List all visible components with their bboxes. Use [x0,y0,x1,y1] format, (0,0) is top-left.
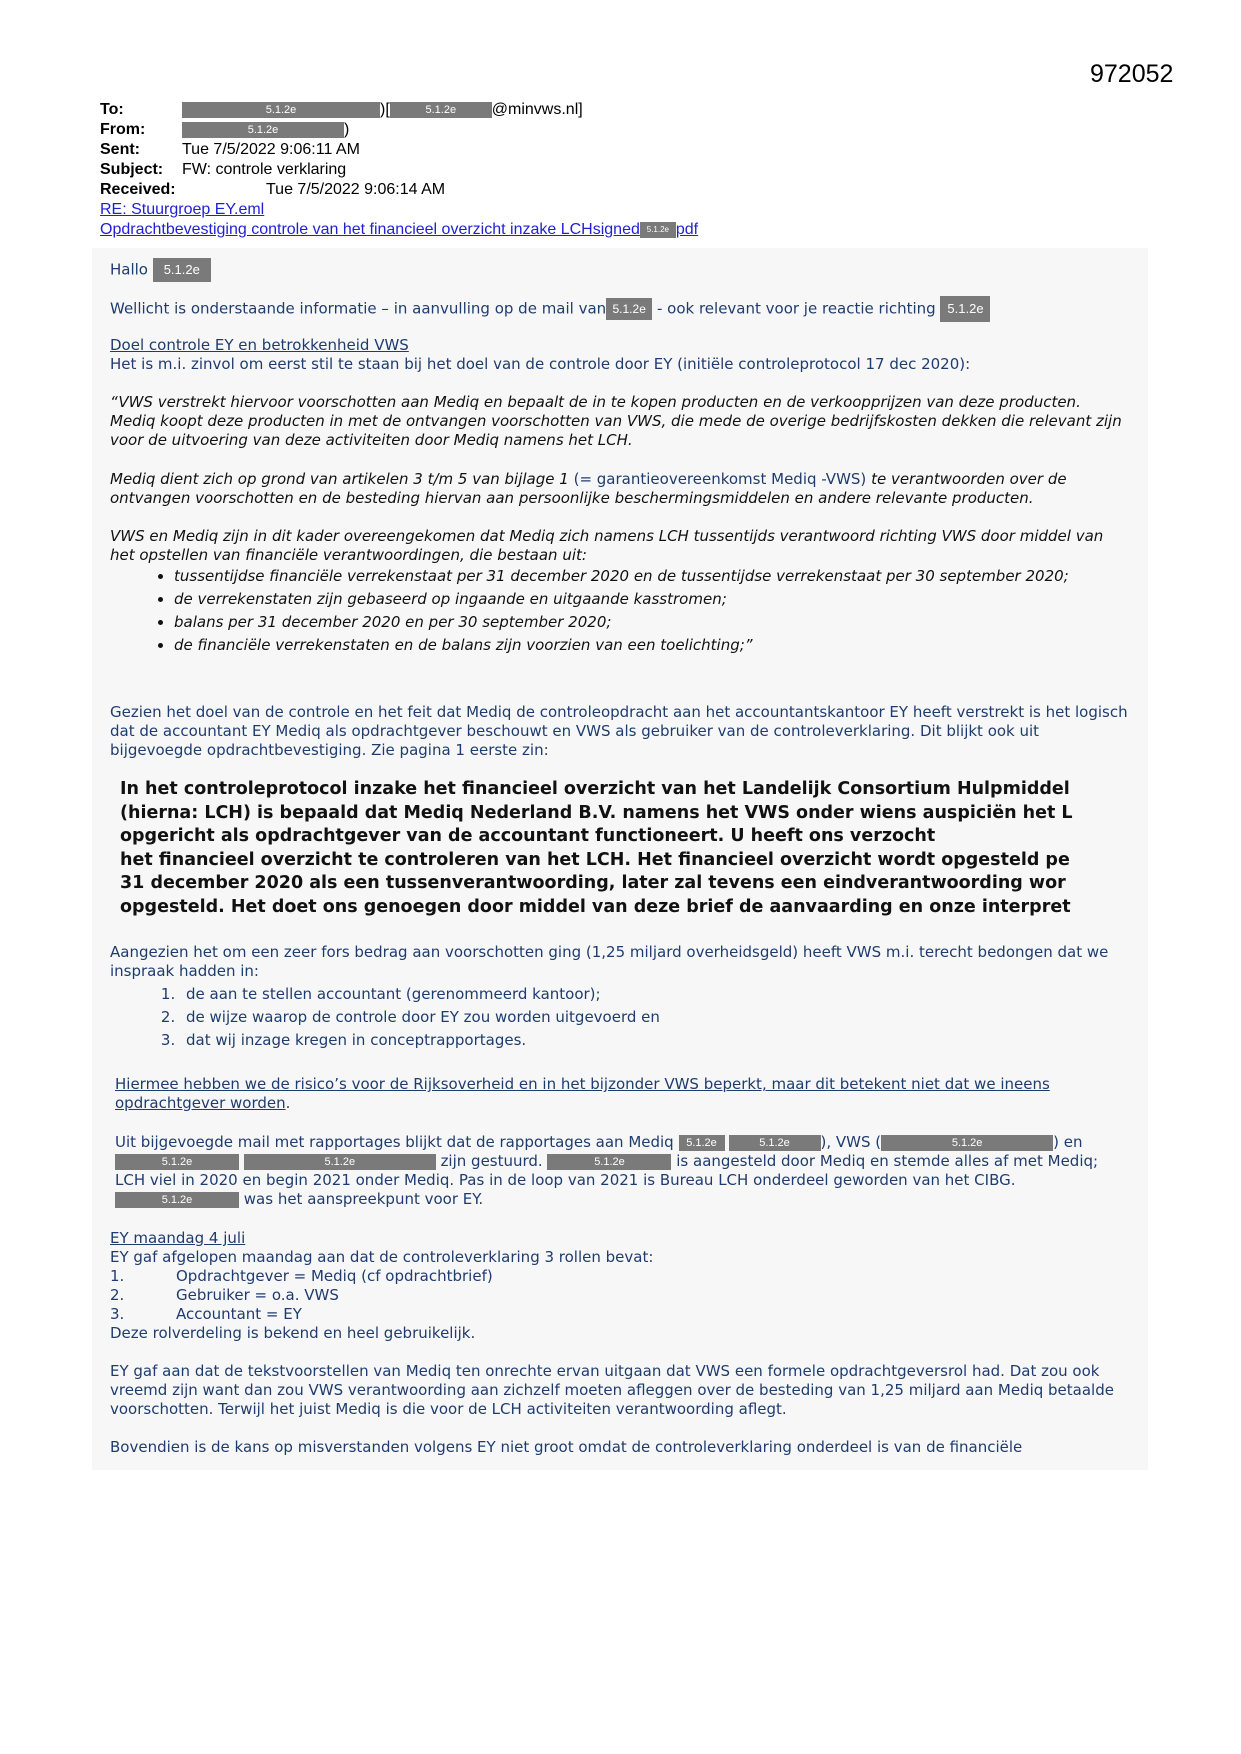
redaction-box: 5.1.2e [940,296,990,322]
attachment-link-eml[interactable]: RE: Stuurgroep EY.eml [100,201,265,218]
excerpt-line: het financieel overzicht te controleren van het LCH. Het financieel overzicht wordt opgesteld pe [120,849,1070,870]
excerpt-line: (hierna: LCH) is bepaald dat Mediq Nederland B.V. namens het VWS onder wiens auspiciën het L [120,802,1073,823]
from-value: 5.1.2e ) [182,120,349,140]
paragraph-risico: Hiermee hebben we de risico’s voor de Rijksoverheid en in het bijzonder VWS beperkt, maar dit betekent niet dat we ineens opdrachtgever worden. [115,1075,1050,1112]
excerpt-line: opgericht als opdrachtgever van de accountant functioneert. U heeft ons verzocht [120,826,936,846]
list-item: 3. Accountant = EY [110,1305,302,1323]
section-heading-doel: Doel controle EY en betrokkenheid VWS [110,336,409,354]
excerpt-line: In het controleprotocol inzake het financieel overzicht van het Landelijk Consortium Hulpmiddel [120,779,1070,799]
paragraph-tekstvoorstellen: EY gaf aan dat de tekstvoorstellen van Mediq ten onrechte ervan uitgaan dat VWS een formele opdrachtgeversrol had. Dat zou ook vreemd zijn want dan zou VWS verantwoording aan zichzelf moeten afleggen over de besteding van 1,25 miljard aan Mediq betaalde voorschotten. Terwijl het juist Mediq is die voor de LCH activiteiten verantwoording aflegt. [110,1362,1114,1418]
redaction-box: 5.1.2e [881,1135,1053,1151]
list-item: • tussentijdse financiële verrekenstaat per 31 december 2020 en de tussentijdse verrekenstaat per 30 september 2020; [174,567,1130,586]
redaction-box: 5.1.2e [182,122,344,138]
received-value: Tue 7/5/2022 9:06:14 AM [266,181,446,198]
intro-paragraph: Wellicht is onderstaande informatie – in aanvulling op de mail van 5.1.2e - ook relevant voor je reactie richting 5.1.2e [110,296,1130,322]
redaction-box: 5.1.2e [115,1192,239,1208]
paragraph-bovendien: Bovendien is de kans op misverstanden volgens EY niet groot omdat de controleverklaring onderdeel is van de financiële [110,1438,1023,1456]
list-item: • balans per 31 december 2020 en per 30 september 2020; [174,613,1130,632]
greeting: Hallo 5.1.2e [110,258,1130,282]
quote-paragraph-3: VWS en Mediq zijn in dit kader overeengekomen dat Mediq zich namens LCH tussentijds verantwoord richting VWS door middel van het opstellen van financiële verantwoordingen, die bestaan uit: [110,527,1104,564]
sent-value: Tue 7/5/2022 9:06:11 AM [182,141,360,158]
redaction-box: 5.1.2e [153,258,211,282]
list-item: 1. Opdrachtgever = Mediq (cf opdrachtbrief) [110,1267,493,1285]
list-item: • de financiële verrekenstaten en de balans zijn voorzien van een toelichting;” [174,636,1130,655]
list-item: 3. dat wij inzage kregen in conceptrapportages. [180,1031,1130,1050]
subject-label: Subject: [100,161,164,178]
section-intro-ey: EY gaf afgelopen maandag aan dat de controleverklaring 3 rollen bevat: [110,1248,654,1266]
redaction-box: 5.1.2e [679,1135,725,1151]
numbered-list [110,985,1130,1054]
redaction-box: 5.1.2e [182,102,380,118]
list-item: 2. Gebruiker = o.a. VWS [110,1286,339,1304]
excerpt-line: opgesteld. Het doet ons genoegen door middel van deze brief de aanvaarding en onze interpret [120,896,1071,917]
paragraph-rapportages: Uit bijgevoegde mail met rapportages blijkt dat de rapportages aan Mediq 5.1.2e 5.1.2e ), VWS ( 5.1.2e ) en 5.1.2e 5.1.2e zijn gestuurd. 5.1.2e is aangesteld door Mediq en stemde alles af met Mediq; LCH viel in 2020 en begin 2021 onder Mediq. Pas in de loop van 2021 is Bureau LCH onderdeel geworden van het CIBG. 5.1.2e was het aanspreekpunt voor EY. [115,1133,1099,1208]
section-intro: Het is m.i. zinvol om eerst stil te staan bij het doel van de controle door EY (initiële controleprotocol 17 dec 2020): [110,355,971,373]
redaction-box: 5.1.2e [547,1154,671,1170]
list-item: 2. de wijze waarop de controle door EY zou worden uitgevoerd en [180,1008,1130,1027]
engagement-letter-excerpt [120,778,1160,919]
document-id: 972052 [1090,60,1174,88]
to-value: 5.1.2e )[ 5.1.2e @minvws.nl] [182,100,583,120]
email-header [100,100,698,240]
from-label: From: [100,121,146,138]
excerpt-line: 31 december 2020 als een tussenverantwoording, later zal tevens een eindverantwoording wor [120,873,1066,893]
list-item: 1. de aan te stellen accountant (gerenommeerd kantoor); [180,985,1130,1004]
received-label: Received: [100,181,176,198]
section-heading-ey: EY maandag 4 juli [110,1229,246,1247]
to-domain: @minvws.nl] [491,101,583,118]
redaction-box: 5.1.2e [115,1154,239,1170]
redaction-box: 5.1.2e [390,102,492,118]
sent-label: Sent: [100,141,140,158]
quote-paragraph-2: Mediq dient zich op grond van artikelen 3 t/m 5 van bijlage 1 (= garantieovereenkomst Mediq -VWS) te verantwoorden over de ontvangen voorschotten en de besteding hiervan aan persoonlijke beschermingsmiddelen en andere relevante producten. [110,470,1067,507]
redaction-box: 5.1.2e [640,222,676,238]
subject-value: FW: controle verklaring [182,161,347,178]
redaction-box: 5.1.2e [729,1135,821,1151]
paragraph-aangezien: Aangezien het om een zeer fors bedrag aan voorschotten ging (1,25 miljard overheidsgeld) heeft VWS m.i. terecht bedongen dat we inspraak hadden in: [110,943,1109,980]
attachment-link-pdf[interactable]: Opdrachtbevestiging controle van het financieel overzicht inzake LCHsigned 5.1.2e pdf [100,221,699,238]
redaction-box: 5.1.2e [606,298,652,320]
redaction-box: 5.1.2e [244,1154,436,1170]
roles-list [110,1267,1130,1324]
paragraph-gezien: Gezien het doel van de controle en het feit dat Mediq de controleopdracht aan het accountantskantoor EY heeft verstrekt is het logisch dat de accountant EY Mediq als opdrachtgever beschouwt en VWS als gebruiker van de controleverklaring. Dit blijkt ook uit bijgevoegde opdrachtbevestiging. Zie pagina 1 eerste zin: [110,703,1128,759]
to-label: To: [100,101,124,118]
quote-bullet-list [110,567,1130,659]
roles-outro: Deze rolverdeling is bekend en heel gebruikelijk. [110,1324,476,1342]
quote-paragraph-1: “VWS verstrekt hiervoor voorschotten aan Mediq en bepaalt de in te kopen producten en de verkoopprijzen van deze producten. Mediq koopt deze producten in met de ontvangen voorschotten van VWS, die mede de overige bedrijfskosten dekken die relevant zijn voor de uitvoering van deze activiteiten door Mediq namens het LCH. [110,393,1122,449]
list-item: • de verrekenstaten zijn gebaseerd op ingaande en uitgaande kasstromen; [174,590,1130,609]
